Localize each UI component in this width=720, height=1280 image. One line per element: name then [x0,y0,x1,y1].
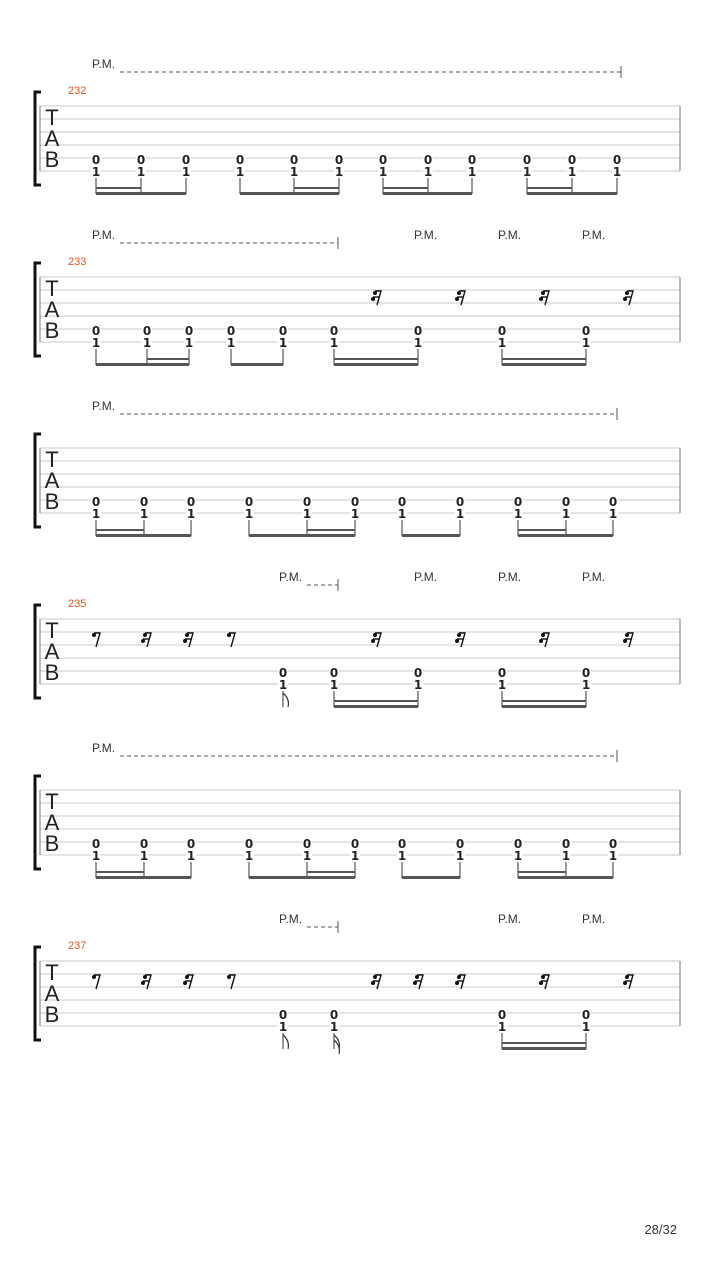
fret-number: 1 [186,507,196,521]
beam-primary [96,363,189,366]
tab-note [397,837,407,878]
fret-number: 0 [567,153,577,167]
fret-number: 1 [413,336,423,350]
fret-number: 0 [350,495,360,509]
fret-number: 0 [186,837,196,851]
fret-number: 1 [522,165,532,179]
palm-mute-label: P.M. [279,912,303,926]
fret-number: 0 [329,1008,339,1022]
palm-mute-label: P.M. [279,570,303,584]
fret-number: 0 [608,495,618,509]
tab-clef-letter: T [45,276,59,301]
fret-number: 0 [467,153,477,167]
beam-secondary [527,187,572,189]
beam-primary [96,192,186,195]
fret-number: 0 [278,666,288,680]
tab-note [329,1008,339,1049]
fret-number: 1 [350,849,360,863]
fret-number: 0 [497,324,507,338]
tab-clef-letter: B [44,1002,60,1027]
beam-secondary [518,529,566,531]
beam-primary [518,876,613,879]
fret-number: 1 [329,1020,339,1034]
beam-primary [502,705,586,708]
beam-primary [96,876,191,879]
fret-number: 0 [513,837,523,851]
tab-clef-letter: A [44,639,60,664]
fret-number: 1 [244,849,254,863]
tab-clef-letter: B [44,318,60,343]
fret-number: 1 [329,336,339,350]
fret-number: 0 [413,324,423,338]
palm-mute-label: P.M. [92,741,116,755]
beam-secondary [307,871,355,873]
tab-clef-letter: A [44,126,60,151]
bar-number: 235 [68,598,87,610]
palm-mute-label: P.M. [582,570,606,584]
beam-primary [502,363,586,366]
fret-number: 1 [467,165,477,179]
beam-secondary [502,1042,586,1044]
palm-mute-label: P.M. [498,570,522,584]
fret-number: 0 [455,495,465,509]
fret-number: 0 [561,837,571,851]
beam-primary [527,192,617,195]
fret-number: 0 [350,837,360,851]
fret-number: 0 [612,153,622,167]
palm-mute-label: P.M. [92,399,116,413]
tab-note [278,324,288,365]
fret-number: 0 [513,495,523,509]
beam-primary [334,363,418,366]
beam-primary [518,534,613,537]
fret-number: 0 [91,837,101,851]
fret-number: 1 [378,165,388,179]
fret-number: 1 [302,507,312,521]
fret-number: 0 [329,666,339,680]
palm-mute-label: P.M. [414,228,438,242]
tab-system [35,228,680,366]
fret-number: 1 [91,336,101,350]
tab-system [35,570,680,708]
bar-number: 233 [68,256,87,268]
fret-number: 1 [302,849,312,863]
fret-number: 0 [184,324,194,338]
fret-number: 0 [244,495,254,509]
tab-clef-letter: B [44,489,60,514]
fret-number: 0 [91,153,101,167]
tab-clef-letter: T [45,789,59,814]
fret-number: 0 [91,495,101,509]
fret-number: 0 [186,495,196,509]
tab-note [235,153,245,194]
tab-clef-letter: T [45,105,59,130]
fret-number: 1 [142,336,152,350]
fret-number: 1 [497,1020,507,1034]
tab-note [455,495,465,536]
beam-secondary [383,187,428,189]
beam-secondary [334,358,418,360]
beam-secondary [96,529,144,531]
fret-number: 0 [91,324,101,338]
fret-number: 0 [142,324,152,338]
tab-note [455,837,465,878]
fret-number: 1 [91,849,101,863]
tab-note [181,153,191,194]
beam-primary [402,534,460,537]
palm-mute-label: P.M. [498,228,522,242]
tab-system [35,912,680,1054]
tab-note [91,324,101,365]
note-flag [283,693,288,707]
beam-secondary [147,358,189,360]
tab-clef-letter: B [44,660,60,685]
note-flag [283,1035,288,1049]
fret-number: 1 [561,849,571,863]
beam-primary [334,705,418,708]
palm-mute-label: P.M. [92,228,116,242]
fret-number: 0 [397,495,407,509]
fret-number: 0 [139,837,149,851]
fret-number: 1 [181,165,191,179]
palm-mute-label: P.M. [414,570,438,584]
tab-clef-letter: T [45,618,59,643]
fret-number: 0 [226,324,236,338]
fret-number: 1 [497,678,507,692]
beam-secondary [96,871,144,873]
fret-number: 1 [581,336,591,350]
fret-number: 1 [567,165,577,179]
page-number: 28/32 [644,1222,677,1237]
fret-number: 1 [91,165,101,179]
beam-secondary [502,700,586,702]
fret-number: 0 [244,837,254,851]
palm-mute-label: P.M. [582,912,606,926]
fret-number: 1 [513,507,523,521]
fret-number: 1 [561,507,571,521]
fret-number: 1 [455,507,465,521]
fret-number: 0 [608,837,618,851]
palm-mute-label: P.M. [582,228,606,242]
tab-clef-letter: A [44,810,60,835]
tab-note [186,837,196,878]
fret-number: 1 [226,336,236,350]
fret-number: 0 [235,153,245,167]
tab-note [278,1008,288,1049]
fret-number: 1 [91,507,101,521]
fret-number: 0 [497,666,507,680]
fret-number: 1 [289,165,299,179]
tab-note [612,153,622,194]
tab-system [35,741,680,879]
fret-number: 1 [581,678,591,692]
tab-note [244,837,254,878]
bar-number: 237 [68,940,87,952]
fret-number: 0 [581,666,591,680]
fret-number: 0 [329,324,339,338]
fret-number: 0 [302,495,312,509]
fret-number: 0 [334,153,344,167]
fret-number: 1 [184,336,194,350]
tab-note [186,495,196,536]
fret-number: 0 [455,837,465,851]
fret-number: 0 [561,495,571,509]
beam-primary [249,876,355,879]
tab-clef-letter: A [44,981,60,1006]
beam-primary [502,1047,586,1050]
tab-clef-letter: B [44,831,60,856]
fret-number: 0 [413,666,423,680]
fret-number: 1 [397,849,407,863]
fret-number: 1 [139,507,149,521]
tab-clef-letter: T [45,447,59,472]
fret-number: 1 [278,336,288,350]
fret-number: 1 [413,678,423,692]
fret-number: 1 [497,336,507,350]
beam-primary [96,534,191,537]
fret-number: 1 [608,507,618,521]
fret-number: 0 [278,324,288,338]
fret-number: 1 [136,165,146,179]
palm-mute-label: P.M. [92,57,116,71]
tab-note [397,495,407,536]
tab-note [467,153,477,194]
fret-number: 0 [423,153,433,167]
fret-number: 0 [139,495,149,509]
fret-number: 1 [139,849,149,863]
fret-number: 0 [289,153,299,167]
beam-primary [231,363,283,366]
fret-number: 1 [423,165,433,179]
fret-number: 1 [350,507,360,521]
tab-system [35,399,680,537]
fret-number: 0 [522,153,532,167]
fret-number: 1 [608,849,618,863]
fret-number: 1 [513,849,523,863]
fret-number: 1 [244,507,254,521]
fret-number: 1 [397,507,407,521]
fret-number: 0 [497,1008,507,1022]
fret-number: 0 [397,837,407,851]
fret-number: 0 [581,324,591,338]
tab-clef-letter: A [44,468,60,493]
beam-secondary [96,187,141,189]
fret-number: 1 [278,1020,288,1034]
fret-number: 0 [278,1008,288,1022]
fret-number: 1 [278,678,288,692]
palm-mute-label: P.M. [498,912,522,926]
beam-secondary [307,529,355,531]
beam-secondary [502,358,586,360]
fret-number: 0 [378,153,388,167]
fret-number: 1 [235,165,245,179]
tab-system [35,57,680,195]
tab-note [608,495,618,536]
beam-secondary [294,187,339,189]
fret-number: 1 [581,1020,591,1034]
tab-clef-letter: T [45,960,59,985]
fret-number: 0 [136,153,146,167]
fret-number: 1 [334,165,344,179]
bar-number: 232 [68,85,87,97]
beam-primary [402,876,460,879]
fret-number: 0 [181,153,191,167]
tab-note [244,495,254,536]
tab-note [608,837,618,878]
fret-number: 0 [302,837,312,851]
beam-primary [383,192,472,195]
beam-primary [240,192,339,195]
tab-clef-letter: B [44,147,60,172]
fret-number: 1 [186,849,196,863]
beam-primary [249,534,355,537]
tab-note [226,324,236,365]
fret-number: 1 [612,165,622,179]
beam-secondary [518,871,566,873]
beam-secondary [334,700,418,702]
fret-number: 1 [329,678,339,692]
tab-note [278,666,288,707]
tab-clef-letter: A [44,297,60,322]
fret-number: 0 [581,1008,591,1022]
fret-number: 1 [455,849,465,863]
